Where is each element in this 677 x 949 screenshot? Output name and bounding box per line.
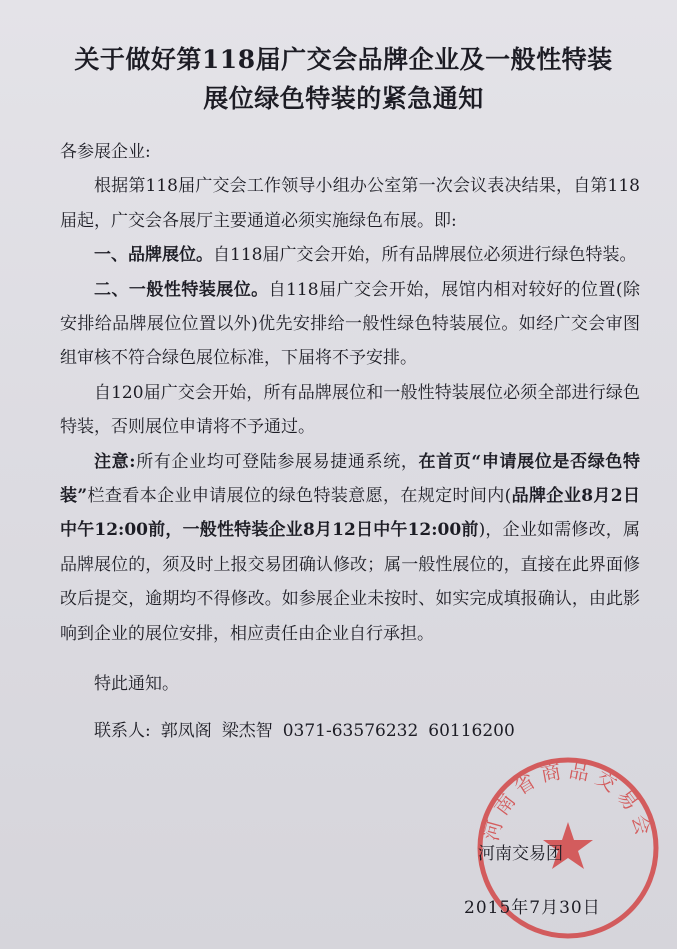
notice-lead: 注意: bbox=[94, 451, 136, 472]
contact-name-2: 梁杰智 bbox=[221, 720, 273, 741]
signoff: 特此通知。 bbox=[94, 674, 179, 695]
notice-part-1: 所有企业均可登陆参展易捷通系统， bbox=[135, 451, 419, 472]
paragraph-120: 自120届广交会开始，所有品牌展位和一般性特装展位必须全部进行绿色特装，否则展位申请将不予通过。 bbox=[60, 382, 640, 438]
title-line-1: 关于做好第118届广交会品牌企业及一般性特装 bbox=[74, 45, 613, 74]
item-1-text: 自118届广交会开始，所有品牌展位必须进行绿色特装。 bbox=[213, 245, 637, 266]
notice-part-5: )，企业如需修改，属品牌展位的，须及时上报交易团确认修改；属一般性展位的，直接在此界面修改后提交，逾期均不得修改。如参展企业未按时、如实完成填报确认，由此影响到企业的展位安排，相应责任由企业自行承担。 bbox=[60, 520, 640, 644]
item-1-lead: 一、品牌展位。 bbox=[94, 245, 213, 266]
issue-date: 2015年7月30日 bbox=[464, 898, 601, 918]
issuing-organization: 河南交易团 bbox=[478, 844, 563, 864]
salutation: 各参展企业: bbox=[60, 142, 151, 162]
item-2-lead: 二、一般性特装展位。 bbox=[94, 279, 269, 300]
document-body bbox=[60, 135, 640, 748]
contact-label: 联系人: bbox=[94, 720, 151, 741]
contact-line bbox=[60, 714, 640, 748]
contact-phone-1: 0371-63576232 bbox=[282, 720, 419, 741]
item-2-text: 自118届广交会开始，展馆内相对较好的位置(除安排给品牌展位位置以外)优先安排给一般性绿色特装展位。如经广交会审图组审核不符合绿色展位标准，下届将不予安排。 bbox=[60, 279, 640, 369]
paragraph-intro: 根据第118届广交会工作领导小组办公室第一次会议表决结果，自第118届起，广交会各展厅主要通道必须实施绿色布展。即: bbox=[60, 176, 640, 231]
notice-part-4: 品牌企业8月2日中午12:00前，一般性特装企业8月12日中午12:00前 bbox=[60, 486, 640, 541]
paragraph-notice bbox=[60, 445, 640, 651]
notice-part-2: 在首页“申请展位是否绿色特装” bbox=[60, 451, 640, 507]
document-title bbox=[30, 40, 657, 118]
paragraph-item-2 bbox=[60, 273, 640, 376]
paragraph-item-1 bbox=[60, 238, 640, 272]
contact-phone-2: 60116200 bbox=[428, 720, 515, 741]
contact-name-1: 郭凤阁 bbox=[160, 720, 212, 741]
seal-text: 河南省商品交易会 bbox=[478, 758, 658, 844]
title-line-2: 展位绿色特装的紧急通知 bbox=[203, 84, 484, 113]
notice-part-3: 栏查看本企业申请展位的绿色特装意愿，在规定时间内( bbox=[87, 486, 512, 507]
